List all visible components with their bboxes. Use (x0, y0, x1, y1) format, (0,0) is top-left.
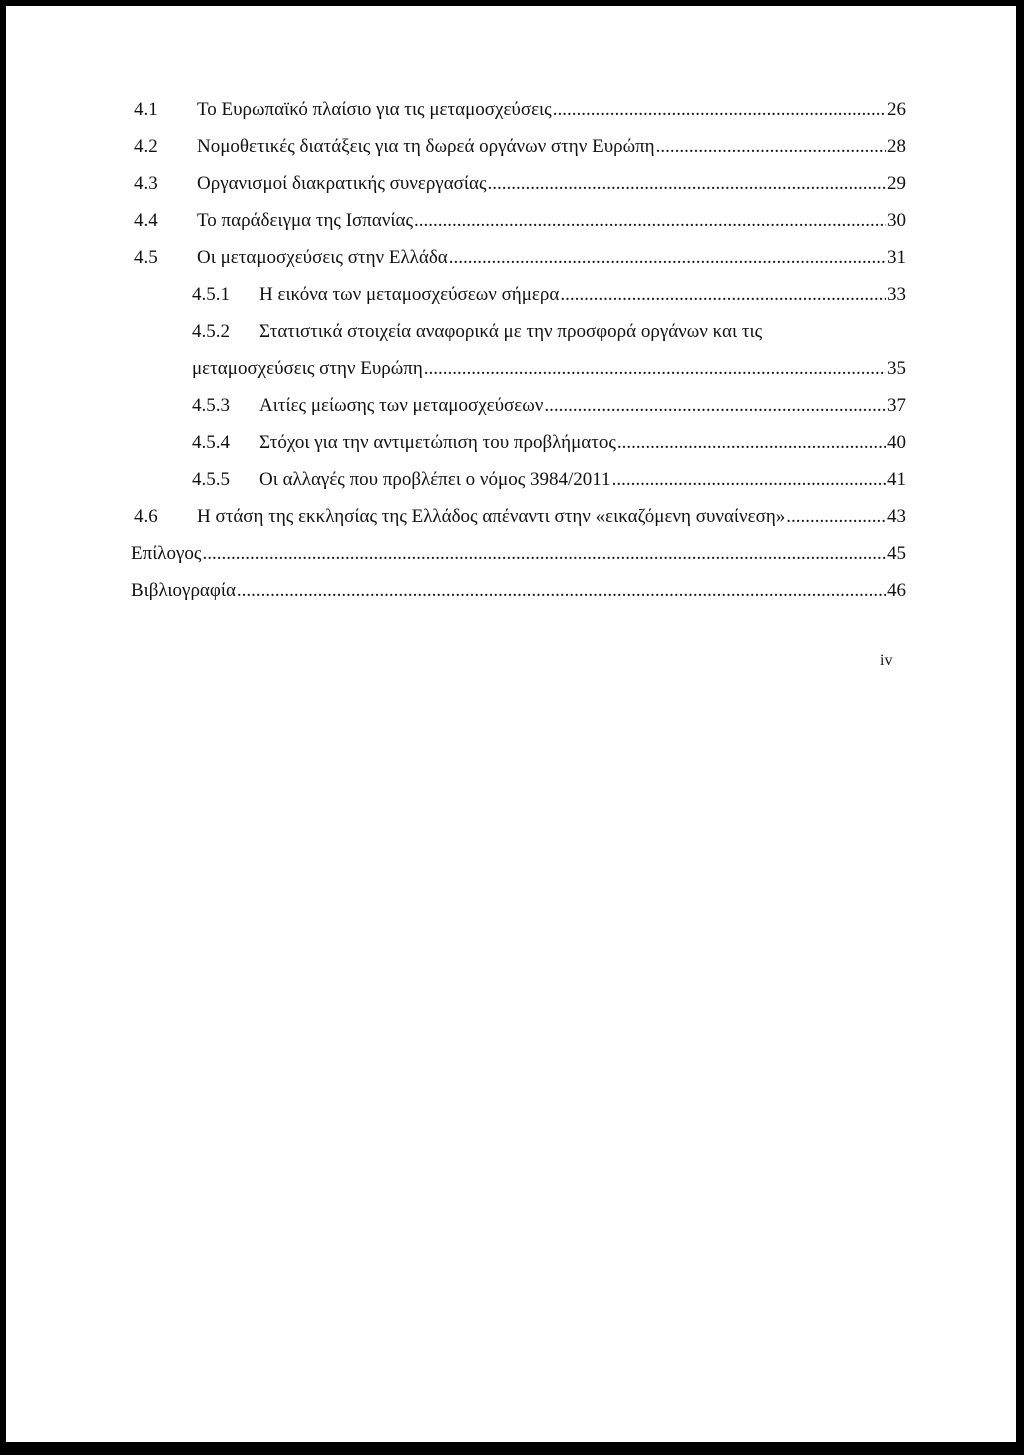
toc-number: 4.5 (134, 247, 158, 268)
toc-leader (786, 504, 886, 530)
toc-page-number: 37 (887, 395, 906, 416)
toc-entry[interactable] (6, 393, 906, 419)
page-number: iv (880, 652, 893, 669)
toc-leader (414, 208, 886, 234)
toc-title-continuation: μεταμοσχεύσεις στην Ευρώπη (192, 358, 423, 379)
toc-title: Επίλογος (131, 543, 202, 564)
toc-entry-continuation[interactable] (6, 356, 906, 382)
toc-page-number: 41 (887, 469, 906, 490)
toc-entry[interactable] (6, 171, 906, 197)
toc-title: Νομοθετικές διατάξεις για τη δωρεά οργάνων στην Ευρώπη (197, 136, 655, 157)
toc-line (259, 393, 906, 419)
toc-leader (544, 393, 886, 419)
toc-page-number: 40 (887, 432, 906, 453)
toc-number: 4.3 (134, 173, 158, 194)
toc-entry[interactable] (6, 541, 906, 567)
toc-line (131, 578, 906, 604)
toc-page-number: 35 (887, 358, 906, 379)
toc-entry[interactable] (6, 430, 906, 456)
toc-line (192, 356, 906, 382)
toc-title: Οι αλλαγές που προβλέπει ο νόμος 3984/2011 (259, 469, 611, 490)
document-page (6, 6, 1016, 1442)
toc-entry[interactable] (6, 578, 906, 604)
toc-page-number: 29 (887, 173, 906, 194)
toc-number: 4.5.3 (192, 395, 230, 416)
toc-title: Οι μεταμοσχεύσεις στην Ελλάδα (197, 247, 448, 268)
toc-entry[interactable] (6, 467, 906, 493)
toc-title: Οργανισμοί διακρατικής συνεργασίας (197, 173, 487, 194)
toc-line (197, 208, 906, 234)
toc-number: 4.5.5 (192, 469, 230, 490)
toc-number: 4.2 (134, 136, 158, 157)
toc-title: Το Ευρωπαϊκό πλαίσιο για τις μεταμοσχεύσεις (197, 99, 552, 120)
toc-title: Η εικόνα των μεταμοσχεύσεων σήμερα (259, 284, 560, 305)
toc-title: Στόχοι για την αντιμετώπιση του προβλήματος (259, 432, 616, 453)
toc-line (131, 541, 906, 567)
toc-entry[interactable] (6, 208, 906, 234)
toc-leader (449, 245, 886, 271)
toc-leader (617, 430, 886, 456)
toc-entry[interactable] (6, 245, 906, 271)
toc-page-number: 26 (887, 99, 906, 120)
toc-entry[interactable] (6, 504, 906, 530)
toc-line (259, 430, 906, 456)
toc-entry[interactable] (6, 134, 906, 160)
toc-leader (612, 467, 886, 493)
toc-entry[interactable] (6, 282, 906, 308)
toc-line (197, 171, 906, 197)
toc-leader (656, 134, 886, 160)
toc-page-number: 30 (887, 210, 906, 231)
toc-title: Αιτίες μείωσης των μεταμοσχεύσεων (259, 395, 544, 416)
toc-leader (488, 171, 887, 197)
toc-leader (202, 541, 886, 567)
toc-number: 4.5.1 (192, 284, 230, 305)
toc-leader (424, 356, 886, 382)
toc-page-number: 45 (887, 543, 906, 564)
toc-line (259, 467, 906, 493)
toc-leader (237, 578, 886, 604)
toc-leader (553, 97, 886, 123)
toc-entry[interactable] (6, 319, 906, 345)
toc-page-number: 33 (887, 284, 906, 305)
toc-title: Το παράδειγμα της Ισπανίας (197, 210, 414, 231)
toc-page-number: 31 (887, 247, 906, 268)
toc-title: Βιβλιογραφία (131, 580, 236, 601)
toc-entry[interactable] (6, 97, 906, 123)
toc-number: 4.6 (134, 506, 158, 527)
toc-page-number: 46 (887, 580, 906, 601)
toc-line (197, 504, 906, 530)
toc-line (197, 97, 906, 123)
toc-page-number: 43 (887, 506, 906, 527)
toc-line (259, 282, 906, 308)
toc-number: 4.5.2 (192, 321, 230, 342)
toc-number: 4.1 (134, 99, 158, 120)
toc-number: 4.5.4 (192, 432, 230, 453)
toc-line (197, 245, 906, 271)
toc-number: 4.4 (134, 210, 158, 231)
toc-leader (560, 282, 886, 308)
toc-title: Στατιστικά στοιχεία αναφορικά με την προσφορά οργάνων και τις (259, 321, 763, 342)
toc-page-number: 28 (887, 136, 906, 157)
toc-line (197, 134, 906, 160)
toc-title: Η στάση της εκκλησίας της Ελλάδος απέναντι στην «εικαζόμενη συναίνεση» (197, 506, 786, 527)
